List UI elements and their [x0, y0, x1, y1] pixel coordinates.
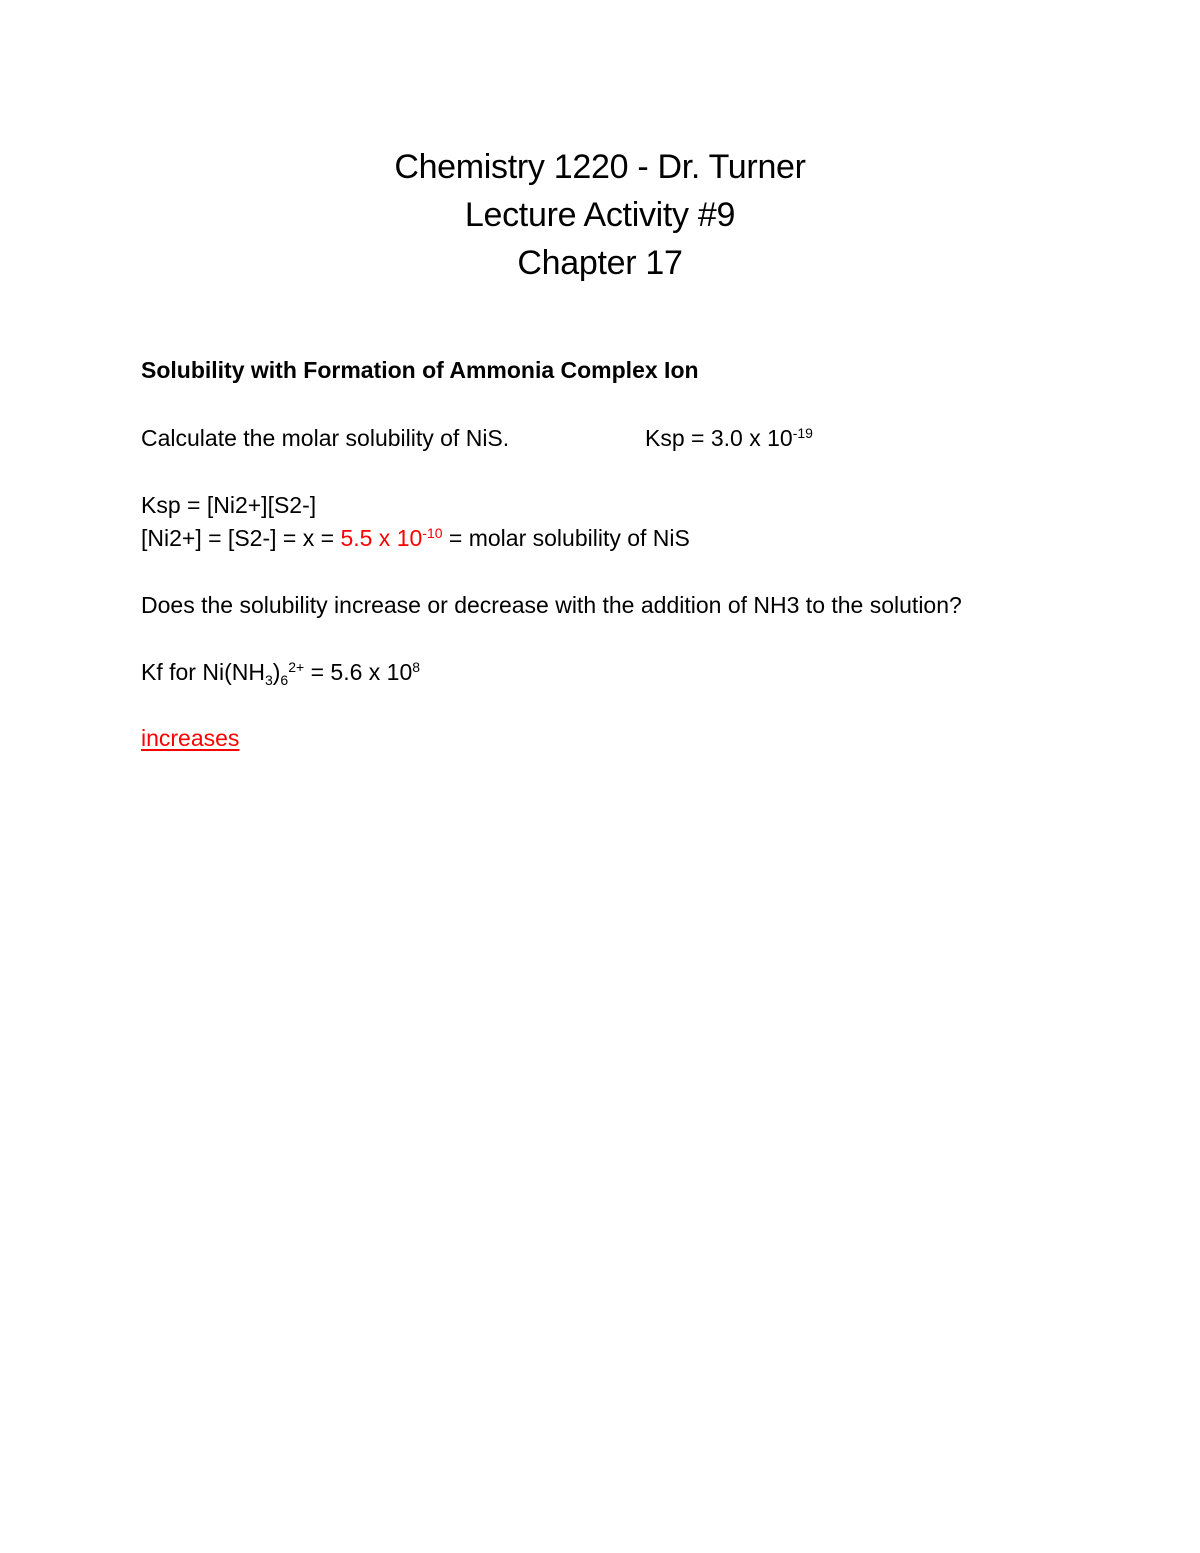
- kf-exponent: 8: [412, 659, 421, 676]
- document-title: [0, 143, 1200, 287]
- answer-exponent: -10: [422, 525, 443, 542]
- problem-question: Calculate the molar solubility of NiS.: [141, 425, 510, 451]
- activity-title: Lecture Activity #9: [464, 196, 736, 234]
- chapter-title: Chapter 17: [517, 244, 683, 282]
- kf-subscript-6: 6: [280, 671, 289, 688]
- followup-question: Does the solubility increase or decrease with the addition of NH3 to the solution?: [141, 592, 962, 618]
- kf-charge: 2+: [288, 659, 305, 676]
- ksp-expression: Ksp = [Ni2+][S2-]: [141, 492, 317, 518]
- course-title: Chemistry 1220 - Dr. Turner: [394, 148, 806, 186]
- answer-text: increases: [141, 725, 240, 751]
- kf-expression: Kf for $Ni(NH_3)_6^{2+} = 5.6$ x $10^8$: [141, 659, 421, 688]
- problem-line: [141, 423, 1141, 453]
- section-heading: Solubility with Formation of Ammonia Complex Ion: [141, 357, 699, 383]
- kf-subscript-3: 3: [264, 671, 273, 688]
- ksp-given-value: Ksp = 3.0 x $10^{-19}$: [645, 425, 813, 451]
- solubility-equation: [Ni2+] = [S2-] = x = 5.5 x $10^{-10}$ = molar solubility of NiS: [141, 525, 690, 551]
- solubility-answer: 5.5 x $10^{-10}$: [340, 525, 443, 551]
- ksp-exponent: -19: [792, 425, 813, 442]
